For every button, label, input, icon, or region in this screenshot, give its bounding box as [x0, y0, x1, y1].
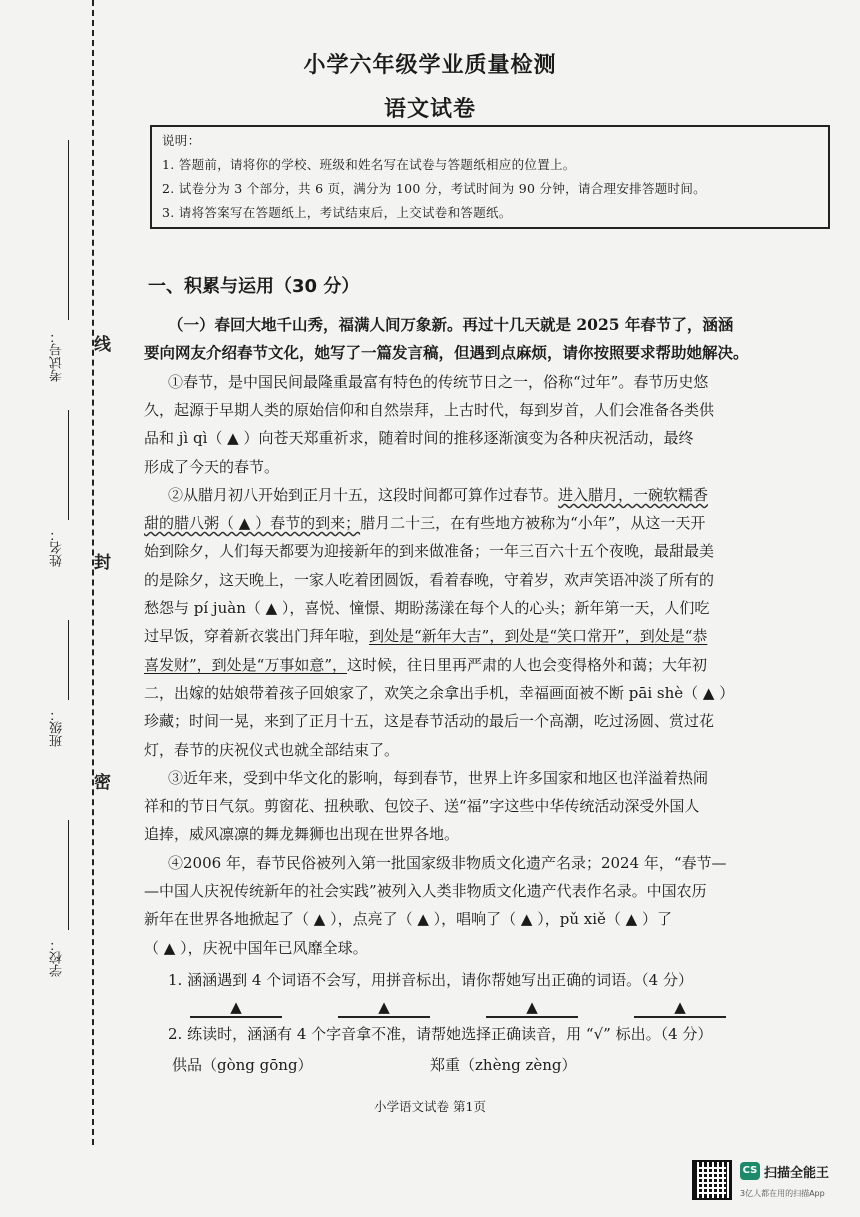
instruction-item: 2. 试卷分为 3 个部分，共 6 页，满分为 100 分，考试时间为 90 分钟，请合理安排答题时间。 [162, 181, 706, 196]
margin-word-feng: 封 [94, 553, 111, 573]
instructions-heading: 说明： [162, 133, 201, 148]
margin-word-xian: 线 [94, 335, 111, 355]
wavy-underlined-text: 甜的腊八粥（ ▲ ）春节的到来； [144, 514, 361, 533]
passage-line: 品和 jì qì（ ▲ ）向苍天郑重祈求，随着时间的推移逐渐演变为各种庆祝活动，最终 [144, 429, 694, 448]
answer-blank[interactable] [338, 998, 430, 1018]
passage-text: 过早饭，穿着新衣裳出门拜年啦， [144, 627, 370, 646]
passage-text: 这时候，往日里再严肃的人也会变得格外和蔼；大年初 [347, 655, 708, 674]
question-1: 1. 涵涵遇到 4 个词语不会写，用拼音标出，请你帮她写出正确的词语。（4 分） [168, 970, 693, 989]
exam-number-label: 考试号： [50, 330, 65, 382]
passage-line [144, 626, 834, 646]
class-field[interactable] [40, 620, 80, 810]
answer-blank[interactable] [486, 998, 578, 1018]
question-2: 2. 练读时，涵涵有 4 个字音拿不准，请帮她选择正确读音，用 “√” 标出。（4 分） [168, 1025, 713, 1044]
passage-line: ①春节，是中国民间最隆重最富有特色的传统节日之一，俗称“过年”。春节历史悠 [168, 372, 709, 391]
passage-text: ②从腊月初八开始到正月十五，这段时间都可算作过春节。 [168, 485, 559, 504]
answer-mark: ▲ [378, 998, 390, 1017]
passage-line: ③近年来，受到中华文化的影响，每到春节，世界上许多国家和地区也洋溢着热闹 [168, 768, 709, 787]
class-label: 班级： [50, 708, 65, 747]
intro-line: （一）春回大地千山秀，福满人间万象新。再过十几天就是 2025 年春节了，涵涵 [168, 315, 734, 334]
margin-word-mi: 密 [94, 773, 111, 793]
exam-title: 小学六年级学业质量检测 [303, 52, 557, 78]
answer-blank[interactable] [634, 998, 726, 1018]
underlined-text: 喜发财”，到处是“万事如意”， [144, 655, 348, 674]
passage-line [168, 485, 858, 505]
passage-line: 祥和的节日气氛。剪窗花、扭秧歌、包饺子、送“福”字这些中华传统活动深受外国人 [144, 797, 700, 816]
instruction-item: 3. 请将答案写在答题纸上，考试结束后，上交试卷和答题纸。 [162, 205, 512, 220]
intro-line: 要向网友介绍春节文化，她写了一篇发言稿，但遇到点麻烦，请你按照要求帮助她解决。 [144, 343, 749, 363]
exam-subtitle: 语文试卷 [383, 96, 476, 122]
passage-line: 愁怨与 pí juàn（ ▲ ），喜悦、憧憬、期盼荡漾在每个人的心头；新年第一天，人们吃 [144, 599, 710, 617]
passage-line: 二，出嫁的姑娘带着孩子回娘家了，欢笑之余拿出手机，幸福画面被不断 pāi shè（ ▲ ） [144, 683, 735, 702]
scanner-app-name: 扫描全能王 [764, 1166, 830, 1181]
passage-line: （ ▲ ），庆祝中国年已风靡全球。 [144, 938, 368, 957]
answer-mark: ▲ [230, 998, 242, 1017]
school-label: 学校： [50, 938, 65, 977]
passage-line [144, 655, 834, 675]
qr-code-icon [692, 1160, 732, 1200]
passage-line: 的是除夕，这天晚上，一家人吃着团圆饭，看着春晚，守着岁，欢声笑语冲淡了所有的 [144, 570, 715, 589]
pinyin-option[interactable]: 供品（gòng gōng） [172, 1055, 313, 1074]
passage-line [144, 513, 834, 533]
pinyin-option[interactable]: 郑重（zhèng zèng） [430, 1055, 577, 1074]
answer-mark: ▲ [526, 998, 538, 1017]
name-field[interactable] [40, 410, 80, 610]
passage-line: 新年在世界各地掀起了（ ▲ ），点亮了（ ▲ ），唱响了（ ▲ ），pǔ xiě（ ▲ ）了 [144, 910, 672, 929]
school-field[interactable] [40, 820, 80, 1060]
passage-line: 追捧，威风凛凛的舞龙舞狮也出现在世界各地。 [144, 825, 460, 844]
passage-line: 珍藏；时间一晃，来到了正月十五，这是春节活动的最后一个高潮，吃过汤圆、赏过花 [144, 712, 715, 731]
exam-number-field[interactable] [40, 140, 80, 400]
underlined-text: 到处是“新年大吉”，到处是“笑口常开”，到处是“恭 [369, 627, 708, 646]
passage-line: 久，起源于早期人类的原始信仰和自然崇拜，上古时代，每到岁首，人们会准备各类供 [144, 400, 715, 419]
passage-text: 腊月二十三，在有些地方被称为“小年”，从这一天开 [360, 514, 706, 533]
answer-mark: ▲ [674, 998, 686, 1017]
wavy-underlined-text: 进入腊月，一碗软糯香 [558, 485, 709, 504]
section-heading: 一、积累与运用（30 分） [148, 276, 360, 297]
passage-line: 灯，春节的庆祝仪式也就全部结束了。 [144, 740, 400, 759]
answer-blank[interactable] [190, 998, 282, 1018]
passage-line: —中国人庆祝传统新年的社会实践”被列入人类非物质文化遗产代表作名录。中国农历 [144, 882, 707, 900]
passage-line: 始到除夕，人们每天都要为迎接新年的到来做准备；一年三百六十五个夜晚，最甜最美 [144, 542, 715, 561]
name-label: 姓名： [50, 528, 65, 567]
instruction-item: 1. 答题前，请将你的学校、班级和姓名写在试卷与答题纸相应的位置上。 [162, 157, 576, 172]
scanner-tagline: 3亿人都在用的扫描App [740, 1189, 825, 1198]
camscanner-logo-icon: CS [740, 1162, 760, 1180]
passage-line: 形成了今天的春节。 [144, 457, 280, 476]
page-footer: 小学语文试卷 第1页 [374, 1099, 486, 1114]
passage-line: ④2006 年，春节民俗被列入第一批国家级非物质文化遗产名录；2024 年，“春节— [168, 853, 727, 872]
instructions-box [150, 125, 830, 229]
